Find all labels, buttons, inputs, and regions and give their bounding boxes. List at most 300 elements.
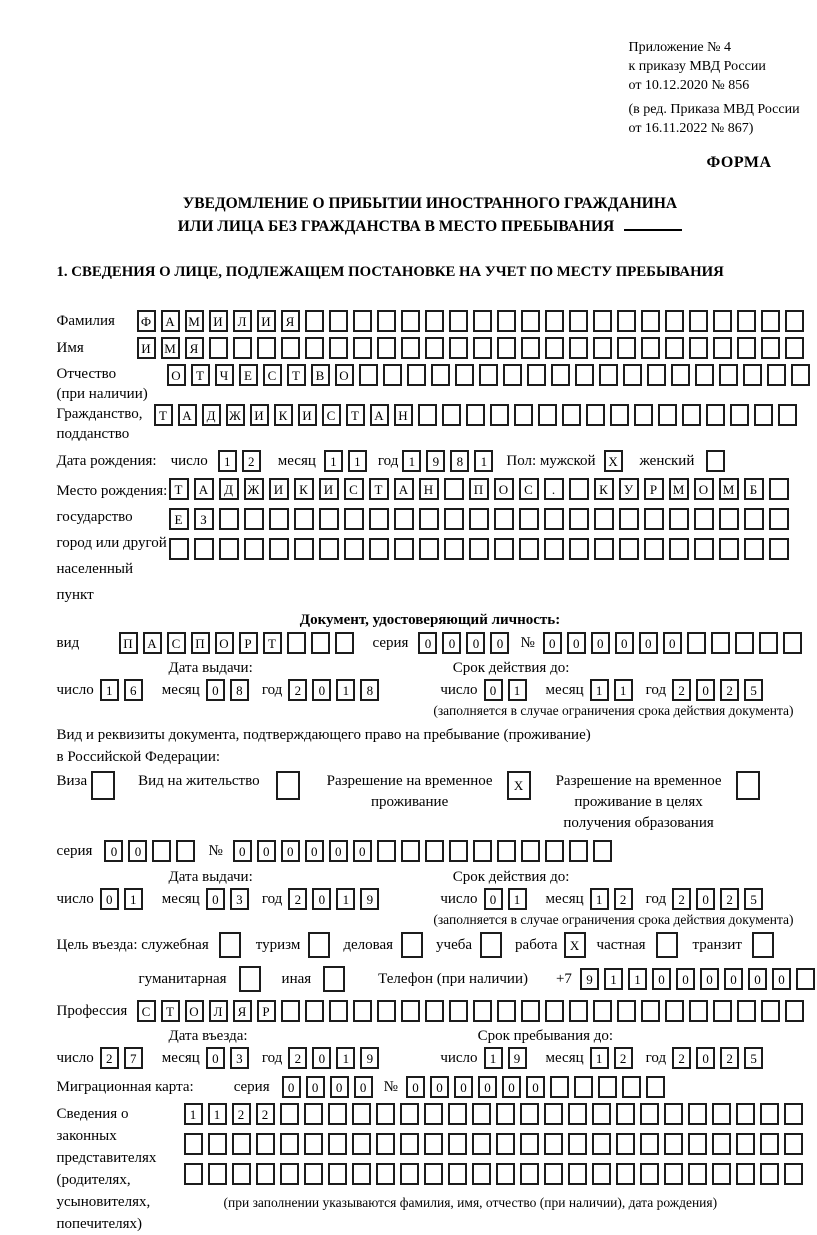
char-cell[interactable] xyxy=(329,1000,348,1022)
char-cell[interactable] xyxy=(377,337,396,359)
char-cell[interactable]: А xyxy=(394,478,414,500)
char-cell[interactable] xyxy=(664,1133,683,1155)
char-cell[interactable] xyxy=(592,1103,611,1125)
char-cell[interactable]: С xyxy=(344,478,364,500)
char-cell[interactable]: 0 xyxy=(490,632,509,654)
char-cell[interactable]: П xyxy=(191,632,210,654)
char-cell[interactable] xyxy=(244,508,264,530)
char-cell[interactable] xyxy=(353,310,372,332)
char-cell[interactable] xyxy=(616,1163,635,1185)
char-cell[interactable]: Я xyxy=(185,337,204,359)
char-cell[interactable] xyxy=(344,538,364,560)
char-cell[interactable]: 0 xyxy=(772,968,791,990)
char-cell[interactable]: Т xyxy=(161,1000,180,1022)
char-cell[interactable]: 2 xyxy=(720,888,739,910)
char-cell[interactable] xyxy=(791,364,810,386)
char-cell[interactable] xyxy=(377,310,396,332)
char-cell[interactable]: А xyxy=(161,310,180,332)
char-cell[interactable] xyxy=(494,538,514,560)
char-cell[interactable] xyxy=(469,508,489,530)
char-cell[interactable] xyxy=(640,1163,659,1185)
char-cell[interactable]: И xyxy=(269,478,289,500)
char-cell[interactable] xyxy=(424,1133,443,1155)
char-cell[interactable] xyxy=(687,632,706,654)
char-cell[interactable] xyxy=(784,1103,803,1125)
char-cell[interactable]: 2 xyxy=(614,888,633,910)
char-cell[interactable] xyxy=(569,840,588,862)
char-cell[interactable] xyxy=(329,310,348,332)
char-cell[interactable] xyxy=(569,478,589,500)
char-cell[interactable] xyxy=(329,337,348,359)
char-cell[interactable] xyxy=(593,310,612,332)
char-cell[interactable]: А xyxy=(370,404,389,426)
char-cell[interactable]: 0 xyxy=(454,1076,473,1098)
char-cell[interactable] xyxy=(640,1103,659,1125)
char-cell[interactable] xyxy=(544,1133,563,1155)
char-cell[interactable] xyxy=(519,508,539,530)
char-cell[interactable] xyxy=(472,1163,491,1185)
char-cell[interactable]: 1 xyxy=(218,450,237,472)
char-cell[interactable]: 0 xyxy=(724,968,743,990)
char-cell[interactable]: 2 xyxy=(672,888,691,910)
char-cell[interactable]: Л xyxy=(233,310,252,332)
char-cell[interactable] xyxy=(569,310,588,332)
char-cell[interactable]: 0 xyxy=(233,840,252,862)
char-cell[interactable] xyxy=(688,1163,707,1185)
char-cell[interactable] xyxy=(737,1000,756,1022)
char-cell[interactable] xyxy=(455,364,474,386)
char-cell[interactable]: И xyxy=(250,404,269,426)
char-cell[interactable] xyxy=(305,310,324,332)
char-cell[interactable] xyxy=(431,364,450,386)
char-cell[interactable]: С xyxy=(137,1000,156,1022)
char-cell[interactable] xyxy=(664,1163,683,1185)
char-cell[interactable] xyxy=(353,1000,372,1022)
char-cell[interactable] xyxy=(280,1103,299,1125)
char-cell[interactable]: 0 xyxy=(591,632,610,654)
char-cell[interactable] xyxy=(610,404,629,426)
char-cell[interactable] xyxy=(449,840,468,862)
char-cell[interactable]: 3 xyxy=(230,888,249,910)
char-cell[interactable] xyxy=(418,404,437,426)
char-cell[interactable]: 9 xyxy=(360,1047,379,1069)
char-cell[interactable] xyxy=(656,932,678,958)
char-cell[interactable]: 1 xyxy=(604,968,623,990)
char-cell[interactable] xyxy=(497,1000,516,1022)
char-cell[interactable] xyxy=(184,1163,203,1185)
char-cell[interactable]: Ч xyxy=(215,364,234,386)
char-cell[interactable]: 0 xyxy=(615,632,634,654)
char-cell[interactable] xyxy=(394,508,414,530)
char-cell[interactable] xyxy=(769,508,789,530)
char-cell[interactable] xyxy=(706,450,725,472)
char-cell[interactable] xyxy=(744,538,764,560)
char-cell[interactable] xyxy=(617,337,636,359)
char-cell[interactable]: Ж xyxy=(244,478,264,500)
char-cell[interactable]: Т xyxy=(369,478,389,500)
char-cell[interactable] xyxy=(497,337,516,359)
char-cell[interactable]: З xyxy=(194,508,214,530)
char-cell[interactable]: 0 xyxy=(281,840,300,862)
char-cell[interactable] xyxy=(760,1103,779,1125)
char-cell[interactable] xyxy=(496,1133,515,1155)
char-cell[interactable] xyxy=(569,538,589,560)
char-cell[interactable] xyxy=(752,932,774,958)
char-cell[interactable]: М xyxy=(185,310,204,332)
char-cell[interactable] xyxy=(219,508,239,530)
char-cell[interactable]: 5 xyxy=(744,679,763,701)
char-cell[interactable] xyxy=(359,364,378,386)
char-cell[interactable]: В xyxy=(311,364,330,386)
char-cell[interactable]: 2 xyxy=(232,1103,251,1125)
char-cell[interactable] xyxy=(658,404,677,426)
char-cell[interactable] xyxy=(521,310,540,332)
char-cell[interactable]: Е xyxy=(169,508,189,530)
char-cell[interactable] xyxy=(682,404,701,426)
char-cell[interactable]: С xyxy=(167,632,186,654)
char-cell[interactable]: 2 xyxy=(720,1047,739,1069)
char-cell[interactable] xyxy=(568,1163,587,1185)
char-cell[interactable] xyxy=(514,404,533,426)
char-cell[interactable] xyxy=(617,310,636,332)
char-cell[interactable]: 0 xyxy=(418,632,437,654)
char-cell[interactable]: 0 xyxy=(312,1047,331,1069)
char-cell[interactable]: 1 xyxy=(208,1103,227,1125)
char-cell[interactable] xyxy=(376,1133,395,1155)
char-cell[interactable] xyxy=(599,364,618,386)
char-cell[interactable]: 1 xyxy=(348,450,367,472)
char-cell[interactable] xyxy=(256,1163,275,1185)
char-cell[interactable] xyxy=(616,1103,635,1125)
char-cell[interactable]: 0 xyxy=(430,1076,449,1098)
char-cell[interactable] xyxy=(743,364,762,386)
char-cell[interactable]: К xyxy=(594,478,614,500)
char-cell[interactable] xyxy=(592,1163,611,1185)
char-cell[interactable]: Р xyxy=(644,478,664,500)
char-cell[interactable] xyxy=(713,337,732,359)
char-cell[interactable] xyxy=(269,538,289,560)
char-cell[interactable]: Ф xyxy=(137,310,156,332)
char-cell[interactable]: К xyxy=(274,404,293,426)
char-cell[interactable]: 5 xyxy=(744,888,763,910)
char-cell[interactable] xyxy=(496,1103,515,1125)
char-cell[interactable]: 0 xyxy=(696,679,715,701)
char-cell[interactable]: 9 xyxy=(508,1047,527,1069)
char-cell[interactable]: 0 xyxy=(312,888,331,910)
char-cell[interactable] xyxy=(586,404,605,426)
char-cell[interactable]: О xyxy=(494,478,514,500)
char-cell[interactable] xyxy=(444,508,464,530)
char-cell[interactable] xyxy=(665,337,684,359)
char-cell[interactable] xyxy=(759,632,778,654)
char-cell[interactable] xyxy=(689,310,708,332)
char-cell[interactable] xyxy=(719,508,739,530)
char-cell[interactable] xyxy=(671,364,690,386)
char-cell[interactable]: Р xyxy=(239,632,258,654)
char-cell[interactable] xyxy=(425,840,444,862)
char-cell[interactable] xyxy=(594,508,614,530)
char-cell[interactable]: 1 xyxy=(336,1047,355,1069)
char-cell[interactable] xyxy=(644,508,664,530)
char-cell[interactable]: С xyxy=(263,364,282,386)
char-cell[interactable] xyxy=(545,840,564,862)
char-cell[interactable] xyxy=(640,1133,659,1155)
char-cell[interactable] xyxy=(760,1133,779,1155)
char-cell[interactable]: Т xyxy=(346,404,365,426)
char-cell[interactable] xyxy=(574,1076,593,1098)
char-cell[interactable] xyxy=(545,1000,564,1022)
char-cell[interactable] xyxy=(784,1163,803,1185)
char-cell[interactable]: О xyxy=(694,478,714,500)
char-cell[interactable] xyxy=(761,310,780,332)
char-cell[interactable]: 1 xyxy=(324,450,343,472)
char-cell[interactable]: Я xyxy=(281,310,300,332)
char-cell[interactable] xyxy=(695,364,714,386)
char-cell[interactable]: X xyxy=(507,771,531,800)
char-cell[interactable] xyxy=(305,337,324,359)
char-cell[interactable] xyxy=(444,538,464,560)
char-cell[interactable] xyxy=(593,840,612,862)
char-cell[interactable]: 1 xyxy=(100,679,119,701)
char-cell[interactable] xyxy=(280,1163,299,1185)
char-cell[interactable]: А xyxy=(178,404,197,426)
char-cell[interactable] xyxy=(737,337,756,359)
char-cell[interactable] xyxy=(719,364,738,386)
char-cell[interactable]: П xyxy=(469,478,489,500)
char-cell[interactable]: 0 xyxy=(312,679,331,701)
char-cell[interactable]: 2 xyxy=(256,1103,275,1125)
char-cell[interactable]: 1 xyxy=(336,679,355,701)
char-cell[interactable] xyxy=(466,404,485,426)
char-cell[interactable] xyxy=(473,1000,492,1022)
char-cell[interactable]: 1 xyxy=(474,450,493,472)
char-cell[interactable] xyxy=(496,1163,515,1185)
char-cell[interactable]: 0 xyxy=(329,840,348,862)
char-cell[interactable]: 0 xyxy=(104,840,123,862)
char-cell[interactable] xyxy=(401,1000,420,1022)
char-cell[interactable] xyxy=(711,632,730,654)
char-cell[interactable]: 0 xyxy=(700,968,719,990)
char-cell[interactable] xyxy=(737,310,756,332)
char-cell[interactable]: 2 xyxy=(672,1047,691,1069)
char-cell[interactable]: А xyxy=(194,478,214,500)
char-cell[interactable]: 0 xyxy=(406,1076,425,1098)
char-cell[interactable] xyxy=(785,1000,804,1022)
char-cell[interactable] xyxy=(449,1000,468,1022)
char-cell[interactable]: 0 xyxy=(502,1076,521,1098)
char-cell[interactable] xyxy=(568,1103,587,1125)
char-cell[interactable]: О xyxy=(185,1000,204,1022)
char-cell[interactable] xyxy=(169,538,189,560)
char-cell[interactable]: X xyxy=(564,932,586,958)
char-cell[interactable]: 0 xyxy=(128,840,147,862)
char-cell[interactable] xyxy=(783,632,802,654)
char-cell[interactable]: 2 xyxy=(242,450,261,472)
char-cell[interactable] xyxy=(594,538,614,560)
char-cell[interactable] xyxy=(520,1133,539,1155)
char-cell[interactable]: 1 xyxy=(336,888,355,910)
char-cell[interactable]: Т xyxy=(154,404,173,426)
char-cell[interactable]: И xyxy=(298,404,317,426)
char-cell[interactable]: 9 xyxy=(360,888,379,910)
char-cell[interactable] xyxy=(425,337,444,359)
char-cell[interactable]: О xyxy=(215,632,234,654)
char-cell[interactable] xyxy=(194,538,214,560)
char-cell[interactable]: 1 xyxy=(590,1047,609,1069)
char-cell[interactable]: 2 xyxy=(614,1047,633,1069)
char-cell[interactable] xyxy=(544,508,564,530)
char-cell[interactable] xyxy=(232,1163,251,1185)
char-cell[interactable] xyxy=(449,337,468,359)
char-cell[interactable] xyxy=(304,1133,323,1155)
char-cell[interactable] xyxy=(735,632,754,654)
char-cell[interactable]: 0 xyxy=(100,888,119,910)
char-cell[interactable] xyxy=(407,364,426,386)
char-cell[interactable]: Д xyxy=(202,404,221,426)
char-cell[interactable] xyxy=(689,1000,708,1022)
char-cell[interactable] xyxy=(401,310,420,332)
char-cell[interactable]: И xyxy=(257,310,276,332)
char-cell[interactable] xyxy=(785,337,804,359)
char-cell[interactable] xyxy=(369,508,389,530)
char-cell[interactable] xyxy=(377,1000,396,1022)
char-cell[interactable] xyxy=(352,1103,371,1125)
char-cell[interactable]: 0 xyxy=(543,632,562,654)
char-cell[interactable]: С xyxy=(322,404,341,426)
char-cell[interactable] xyxy=(562,404,581,426)
char-cell[interactable] xyxy=(401,337,420,359)
char-cell[interactable]: 5 xyxy=(744,1047,763,1069)
char-cell[interactable] xyxy=(646,1076,665,1098)
char-cell[interactable] xyxy=(622,1076,641,1098)
char-cell[interactable] xyxy=(319,508,339,530)
char-cell[interactable]: 8 xyxy=(360,679,379,701)
char-cell[interactable]: 0 xyxy=(305,840,324,862)
char-cell[interactable] xyxy=(479,364,498,386)
char-cell[interactable] xyxy=(694,538,714,560)
char-cell[interactable] xyxy=(383,364,402,386)
char-cell[interactable]: 0 xyxy=(257,840,276,862)
char-cell[interactable]: X xyxy=(604,450,623,472)
char-cell[interactable]: 1 xyxy=(508,679,527,701)
char-cell[interactable] xyxy=(304,1103,323,1125)
char-cell[interactable] xyxy=(669,508,689,530)
char-cell[interactable] xyxy=(257,337,276,359)
char-cell[interactable] xyxy=(712,1103,731,1125)
char-cell[interactable] xyxy=(712,1163,731,1185)
char-cell[interactable] xyxy=(353,337,372,359)
char-cell[interactable]: 1 xyxy=(628,968,647,990)
char-cell[interactable]: 0 xyxy=(353,840,372,862)
char-cell[interactable]: И xyxy=(319,478,339,500)
char-cell[interactable]: О xyxy=(335,364,354,386)
char-cell[interactable] xyxy=(490,404,509,426)
char-cell[interactable] xyxy=(503,364,522,386)
char-cell[interactable]: А xyxy=(143,632,162,654)
char-cell[interactable] xyxy=(442,404,461,426)
char-cell[interactable] xyxy=(593,1000,612,1022)
char-cell[interactable] xyxy=(497,840,516,862)
char-cell[interactable]: Т xyxy=(169,478,189,500)
char-cell[interactable] xyxy=(641,337,660,359)
char-cell[interactable]: Т xyxy=(191,364,210,386)
char-cell[interactable] xyxy=(767,364,786,386)
char-cell[interactable] xyxy=(736,1163,755,1185)
char-cell[interactable] xyxy=(538,404,557,426)
char-cell[interactable] xyxy=(281,337,300,359)
char-cell[interactable] xyxy=(304,1163,323,1185)
char-cell[interactable]: 0 xyxy=(330,1076,349,1098)
char-cell[interactable]: 0 xyxy=(639,632,658,654)
char-cell[interactable] xyxy=(617,1000,636,1022)
char-cell[interactable]: 2 xyxy=(288,679,307,701)
char-cell[interactable] xyxy=(568,1133,587,1155)
char-cell[interactable]: 0 xyxy=(306,1076,325,1098)
char-cell[interactable] xyxy=(335,632,354,654)
char-cell[interactable] xyxy=(308,932,330,958)
char-cell[interactable] xyxy=(706,404,725,426)
char-cell[interactable] xyxy=(761,1000,780,1022)
char-cell[interactable] xyxy=(401,840,420,862)
char-cell[interactable] xyxy=(377,840,396,862)
char-cell[interactable] xyxy=(544,538,564,560)
char-cell[interactable]: . xyxy=(544,478,564,500)
char-cell[interactable] xyxy=(785,310,804,332)
char-cell[interactable] xyxy=(244,538,264,560)
char-cell[interactable]: 0 xyxy=(696,1047,715,1069)
char-cell[interactable]: 1 xyxy=(590,888,609,910)
char-cell[interactable]: 0 xyxy=(567,632,586,654)
char-cell[interactable]: Б xyxy=(744,478,764,500)
char-cell[interactable]: 9 xyxy=(580,968,599,990)
char-cell[interactable] xyxy=(569,508,589,530)
char-cell[interactable]: 0 xyxy=(696,888,715,910)
char-cell[interactable]: Н xyxy=(419,478,439,500)
char-cell[interactable] xyxy=(754,404,773,426)
char-cell[interactable] xyxy=(323,966,345,992)
char-cell[interactable]: 1 xyxy=(590,679,609,701)
char-cell[interactable] xyxy=(712,1133,731,1155)
char-cell[interactable] xyxy=(480,932,502,958)
char-cell[interactable]: М xyxy=(669,478,689,500)
char-cell[interactable] xyxy=(494,508,514,530)
char-cell[interactable] xyxy=(769,538,789,560)
char-cell[interactable] xyxy=(545,337,564,359)
char-cell[interactable] xyxy=(520,1103,539,1125)
char-cell[interactable] xyxy=(419,538,439,560)
char-cell[interactable] xyxy=(665,310,684,332)
char-cell[interactable] xyxy=(400,1103,419,1125)
char-cell[interactable] xyxy=(644,538,664,560)
char-cell[interactable] xyxy=(281,1000,300,1022)
char-cell[interactable]: Ж xyxy=(226,404,245,426)
char-cell[interactable] xyxy=(400,1163,419,1185)
char-cell[interactable]: 1 xyxy=(124,888,143,910)
char-cell[interactable] xyxy=(91,771,115,800)
char-cell[interactable] xyxy=(593,337,612,359)
char-cell[interactable] xyxy=(527,364,546,386)
char-cell[interactable] xyxy=(444,478,464,500)
char-cell[interactable]: У xyxy=(619,478,639,500)
char-cell[interactable] xyxy=(448,1103,467,1125)
char-cell[interactable] xyxy=(448,1133,467,1155)
char-cell[interactable] xyxy=(294,538,314,560)
char-cell[interactable]: 0 xyxy=(526,1076,545,1098)
char-cell[interactable] xyxy=(352,1163,371,1185)
char-cell[interactable]: 0 xyxy=(676,968,695,990)
char-cell[interactable]: 0 xyxy=(748,968,767,990)
char-cell[interactable] xyxy=(401,932,423,958)
